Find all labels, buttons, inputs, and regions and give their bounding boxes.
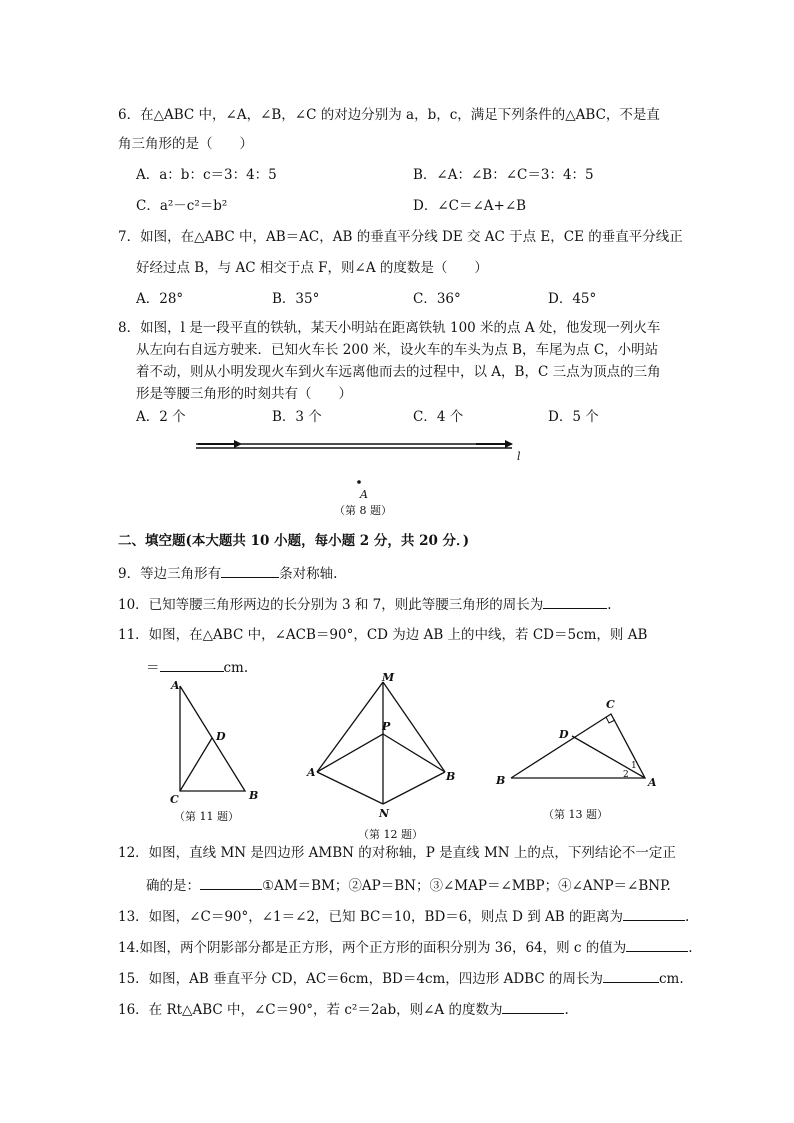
q10-text-after: . [607,597,612,613]
q9-line [118,563,337,583]
fig12-label-b: B [446,770,456,783]
fig11-label-a: A [171,679,180,692]
q8-stem-line-4: 形是等腰三角形的时刻共有（ ） [136,386,352,402]
point-a [357,480,361,484]
fig11-label-b: B [249,789,259,802]
q6-stem-line-1: 6．在△ABC 中，∠A，∠B，∠C 的对边分别为 a，b，c，满足下列条件的△ABC，不是直 [118,107,660,123]
q11-text-after: cm. [223,660,249,676]
q6-option-a: A．a：b：c＝3：4：5 [136,167,277,183]
q15-answer-blank[interactable] [603,968,659,983]
q8-option-b: B．3 个 [272,409,322,425]
q10-text-before: 10．已知等腰三角形两边的长分别为 3 和 7，则此等腰三角形的周长为 [118,597,544,613]
figure-8-railway [0,430,794,530]
q6-stem-line-2: 角三角形的是（ ） [118,136,253,152]
q16-answer-blank[interactable] [502,999,564,1014]
fig12-line-ma [317,682,383,772]
q14-text-after: . [688,940,693,956]
q15-line [118,968,684,988]
q8-option-a: A．2 个 [136,409,186,425]
fig13-label-a: A [648,776,657,789]
figure-12-caption: （第 12 题） [358,828,423,841]
q12-line-2 [146,875,671,895]
fig12-label-a: A [307,766,316,779]
fig12-label-p: P [382,720,391,733]
fig12-label-m: M [382,671,395,684]
q6-option-d: D．∠C＝∠A+∠B [413,198,527,214]
q9-answer-blank[interactable] [221,563,279,578]
q7-option-b: B．35° [272,291,320,307]
q12-text-before: 确的是： [146,878,200,894]
section-2-heading: 二、填空题(本大题共 10 小题，每小题 2 分，共 20 分．) [118,533,470,549]
fig13-label-c: C [606,698,615,711]
label-rail-l: l [517,450,521,463]
fig12-line-bn [383,772,445,804]
q7-stem-line-2: 好经过点 B，与 AC 相交于点 F，则∠A 的度数是（ ） [136,260,488,276]
figure-13-caption: （第 13 题） [543,808,608,821]
q8-stem-line-1: 8．如图，l 是一段平直的铁轨，某天小明站在距离铁轨 100 米的点 A 处，他发现一列火车 [118,320,661,336]
fig12-line-bp [383,734,445,772]
q12-stem-line-1: 12．如图，直线 MN 是四边形 AMBN 的对称轴，P 是直线 MN 上的点，下列结论不一定正 [118,845,676,861]
q6-option-c: C．a²－c²＝b² [136,198,228,214]
q15-text-after: cm. [658,971,684,987]
figure-11-caption: （第 11 题） [174,810,239,823]
q8-option-d: D．5 个 [548,409,599,425]
q8-stem-line-3: 着不动，则从小明发现火车到火车远离他而去的过程中，以 A，B，C 三点为顶点的三角 [136,364,661,380]
q14-line [118,937,693,957]
q13-line [118,906,689,926]
fig12-line-mb [383,682,445,772]
q16-line [118,999,569,1019]
q15-text-before: 15．如图，AB 垂直平分 CD，AC＝6cm，BD＝4cm，四边形 ADBC 的周长为 [118,971,603,987]
q16-text-before: 16．在 Rt△ABC 中，∠C＝90°，若 c²＝2ab，则∠A 的度数为 [118,1002,503,1018]
fig13-label-angle-1: 1 [631,761,637,771]
fig11-label-d: D [216,730,226,743]
q8-stem-line-2: 从左向右自远方驶来．已知火车长 200 米，设火车的车头为点 B，车尾为点 C，小明站 [136,342,659,358]
figure-11 [164,676,284,806]
fig12-line-an [317,772,383,804]
q12-text-after: ①AM＝BM；②AP＝BN；③∠MAP＝∠MBP；④∠ANP＝∠BNP. [262,878,671,894]
q7-option-a: A．28° [136,291,184,307]
q14-answer-blank[interactable] [626,937,688,952]
fig11-median-cd [180,738,212,791]
fig13-label-d: D [559,728,569,741]
q12-answer-blank[interactable] [200,875,262,890]
fig13-triangle [511,714,645,778]
q11-stem-line-1: 11．如图，在△ABC 中，∠ACB＝90°，CD 为边 AB 上的中线，若 CD＝5cm，则 AB [118,627,648,643]
q6-option-b: B．∠A：∠B：∠C＝3：4：5 [413,167,594,183]
q8-option-c: C．4 个 [413,409,464,425]
figure-12 [305,671,465,824]
q10-line [118,594,612,614]
fig13-label-b: B [496,774,506,787]
q16-text-after: . [564,1002,569,1018]
q7-option-c: C．36° [413,291,461,307]
q13-text-before: 13．如图，∠C＝90°，∠1＝∠2，已知 BC＝10，BD＝6，则点 D 到 AB 的距离为 [118,909,624,925]
q13-answer-blank[interactable] [623,906,685,921]
label-point-a: A [360,488,368,501]
train-arrowhead-right [505,440,513,448]
train-arrowhead-left [234,440,242,448]
q13-text-after: . [685,909,690,925]
fig12-label-n: N [379,807,390,820]
q10-answer-blank[interactable] [543,594,607,609]
figure-8-caption: （第 8 题） [334,504,392,517]
q9-text-after: 条对称轴. [279,566,338,582]
fig11-label-c: C [170,793,179,806]
q11-answer-blank[interactable] [160,657,224,672]
q7-stem-line-1: 7．如图，在△ABC 中，AB＝AC，AB 的垂直平分线 DE 交 AC 于点 E，CE 的垂直平分线正 [118,229,683,245]
q11-text-before: ＝ [146,660,160,676]
fig13-label-angle-2: 2 [623,770,629,780]
figure-13 [493,696,673,806]
q14-text-before: 14.如图，两个阴影部分都是正方形，两个正方形的面积分别为 36，64，则 c 的值为 [118,940,627,956]
fig12-line-ap [317,734,383,772]
q9-text-before: 9．等边三角形有 [118,566,222,582]
q11-line-2 [146,657,248,677]
q7-option-d: D．45° [548,291,597,307]
